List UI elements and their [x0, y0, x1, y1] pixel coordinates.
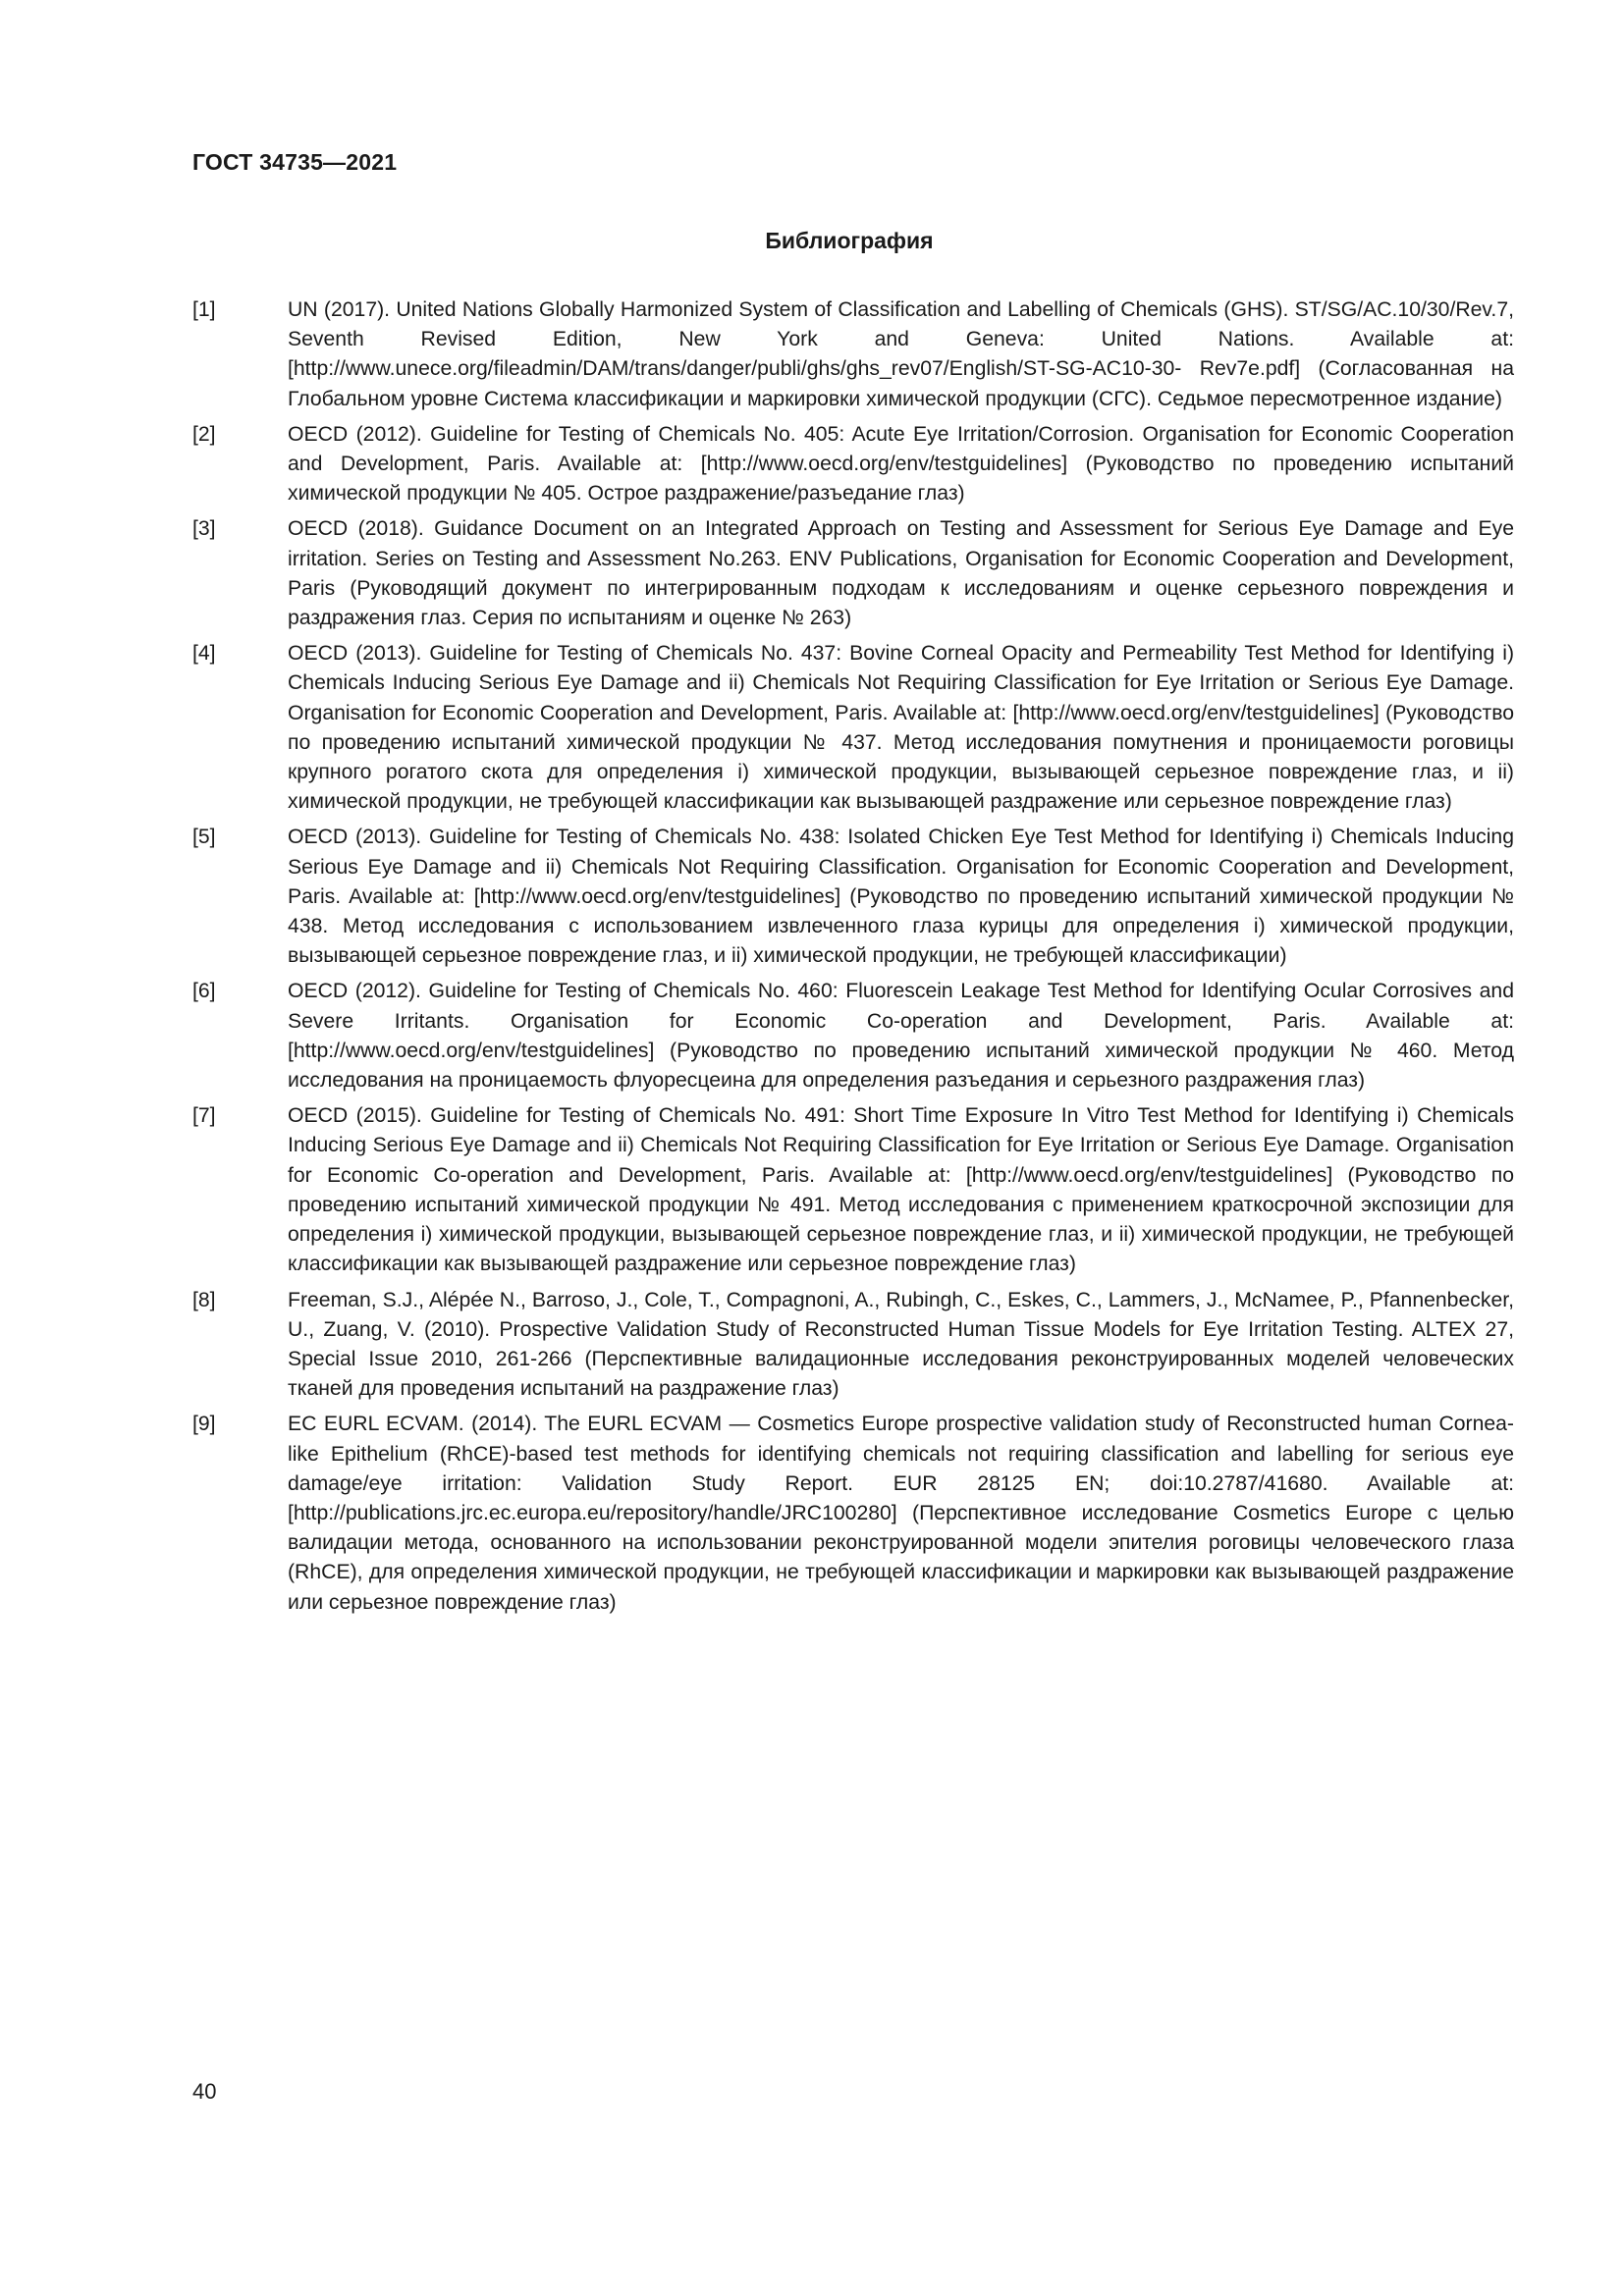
reference-number: [7]: [192, 1104, 216, 1128]
reference-item-9: [192, 1410, 1514, 1617]
reference-text: EC EURL ECVAM. (2014). The EURL ECVAM — Cosmetics Europe prospective validation study of Reconstructed human Cornea-like Epithelium (RhCE)-based test methods for identifying chemicals not requiring classification and labelling for serious eye damage/eye irritation: Validation Study Report. EUR 28125 EN; doi:10.2787/41680. Available at: [http://publications.jrc.ec.europa.eu/repository/handle/JRC100280] (Перспективное исследование Cosmetics Europe с целью валидации метода, основанного на использовании реконструированной модели эпителия роговицы человеческого глаза (RhCE), для определения химической продукции, не требующей классификации и маркировки как вызывающей раздражение или серьезное повреждение глаз): [288, 1413, 1514, 1614]
reference-number: [4]: [192, 642, 216, 666]
document-code: ГОСТ 34735—2021: [192, 149, 398, 175]
reference-number: [1]: [192, 298, 216, 321]
reference-item-4: [192, 639, 1514, 817]
reference-text: UN (2017). United Nations Globally Harmonized System of Classification and Labelling of Chemicals (GHS). ST/SG/AC.10/30/Rev.7, Seventh Revised Edition, New York and Geneva: United Nations. Available at: [http://www.unece.org/fileadmin/DAM/trans/danger/publi/ghs/ghs_rev07/English/ST-SG-AC10-30- Rev7e.pdf] (Согласованная на Глобальном уровне Система классификации и маркировки химической продукции (СГС). Седьмое пересмотренное издание): [288, 298, 1514, 410]
reference-item-5: [192, 823, 1514, 971]
section-title: Библиография: [765, 228, 934, 253]
reference-number: [6]: [192, 980, 216, 1003]
reference-text: OECD (2013). Guideline for Testing of Chemicals No. 437: Bovine Corneal Opacity and Permeability Test Method for Identifying i) Chemicals Inducing Serious Eye Damage and ii) Chemicals Not Requiring Classification for Eye Irritation or Serious Eye Damage. Organisation for Economic Cooperation and Development, Paris. Available at: [http://www.oecd.org/env/testguidelines] (Руководство по проведению испытаний химической продукции № 437. Метод исследования помутнения и проницаемости роговицы крупного рогатого скота для определения i) химической продукции, вызывающей серьезное повреждение глаз, и ii) химической продукции, не требующей классификации как вызывающей раздражение или серьезное повреждение глаз): [288, 642, 1514, 814]
reference-text: OECD (2013). Guideline for Testing of Chemicals No. 438: Isolated Chicken Eye Test Method for Identifying i) Chemicals Inducing Serious Eye Damage and ii) Chemicals Not Requiring Classification. Organisation for Economic Cooperation and Development, Paris. Available at: [http://www.oecd.org/env/testguidelines] (Руководство по проведению испытаний химической продукции № 438. Метод исследования с использованием извлеченного глаза курицы для определения i) химической продукции, вызывающей серьезное повреждение глаз, и ii) химической продукции, не требующей классификации): [288, 826, 1514, 968]
bibliography-list: [192, 295, 1514, 1624]
reference-number: [3]: [192, 517, 216, 541]
reference-item-2: [192, 420, 1514, 509]
reference-text: OECD (2015). Guideline for Testing of Chemicals No. 491: Short Time Exposure In Vitro Test Method for Identifying i) Chemicals Inducing Serious Eye Damage and ii) Chemicals Not Requiring Classification for Eye Irritation or Serious Eye Damage. Organisation for Economic Co-operation and Development, Paris. Available at: [http://www.oecd.org/env/testguidelines] (Руководство по проведению испытаний химической продукции № 491. Метод исследования с применением краткосрочной экспозиции для определения i) химической продукции, вызывающей серьезное повреждение глаз, и ii) химической продукции, не требующей классификации как вызывающей раздражение или серьезное повреждение глаз): [288, 1104, 1514, 1276]
reference-text: OECD (2012). Guideline for Testing of Chemicals No. 405: Acute Eye Irritation/Corrosion. Organisation for Economic Cooperation and Development, Paris. Available at: [http://www.oecd.org/env/testguidelines] (Руководство по проведению испытаний химической продукции № 405. Острое раздражение/разъедание глаз): [288, 422, 1514, 506]
reference-item-3: [192, 514, 1514, 633]
reference-number: [8]: [192, 1288, 216, 1311]
reference-item-8: [192, 1286, 1514, 1405]
reference-number: [5]: [192, 826, 216, 849]
reference-number: [9]: [192, 1413, 216, 1436]
page-number: 40: [192, 2079, 217, 2104]
reference-text: OECD (2018). Guidance Document on an Integrated Approach on Testing and Assessment for Serious Eye Damage and Eye irritation. Series on Testing and Assessment No.263. ENV Publications, Organisation for Economic Cooperation and Development, Paris (Руководящий документ по интегрированным подходам к исследованиям и оценке серьезного повреждения и раздражения глаз. Серия по испытаниям и оценке № 263): [288, 517, 1514, 630]
reference-text: Freeman, S.J., Alépée N., Barroso, J., Cole, T., Compagnoni, A., Rubingh, C., Eskes, C., Lammers, J., McNamee, P., Pfannenbecker, U., Zuang, V. (2010). Prospective Validation Study of Reconstructed Human Tissue Models for Eye Irritation Testing. ALTEX 27, Special Issue 2010, 261-266 (Перспективные валидационные исследования реконструированных моделей человеческих тканей для проведения испытаний на раздражение глаз): [288, 1288, 1514, 1401]
reference-item-7: [192, 1101, 1514, 1279]
reference-number: [2]: [192, 422, 216, 446]
reference-text: OECD (2012). Guideline for Testing of Chemicals No. 460: Fluorescein Leakage Test Method for Identifying Ocular Corrosives and Severe Irritants. Organisation for Economic Co-operation and Development, Paris. Available at: [http://www.oecd.org/env/testguidelines] (Руководство по проведению испытаний химической продукции № 460. Метод исследования на проницаемость флуоресцеина для определения разъедания и серьезного раздражения глаз): [288, 980, 1514, 1093]
reference-item-6: [192, 977, 1514, 1095]
reference-item-1: [192, 295, 1514, 414]
